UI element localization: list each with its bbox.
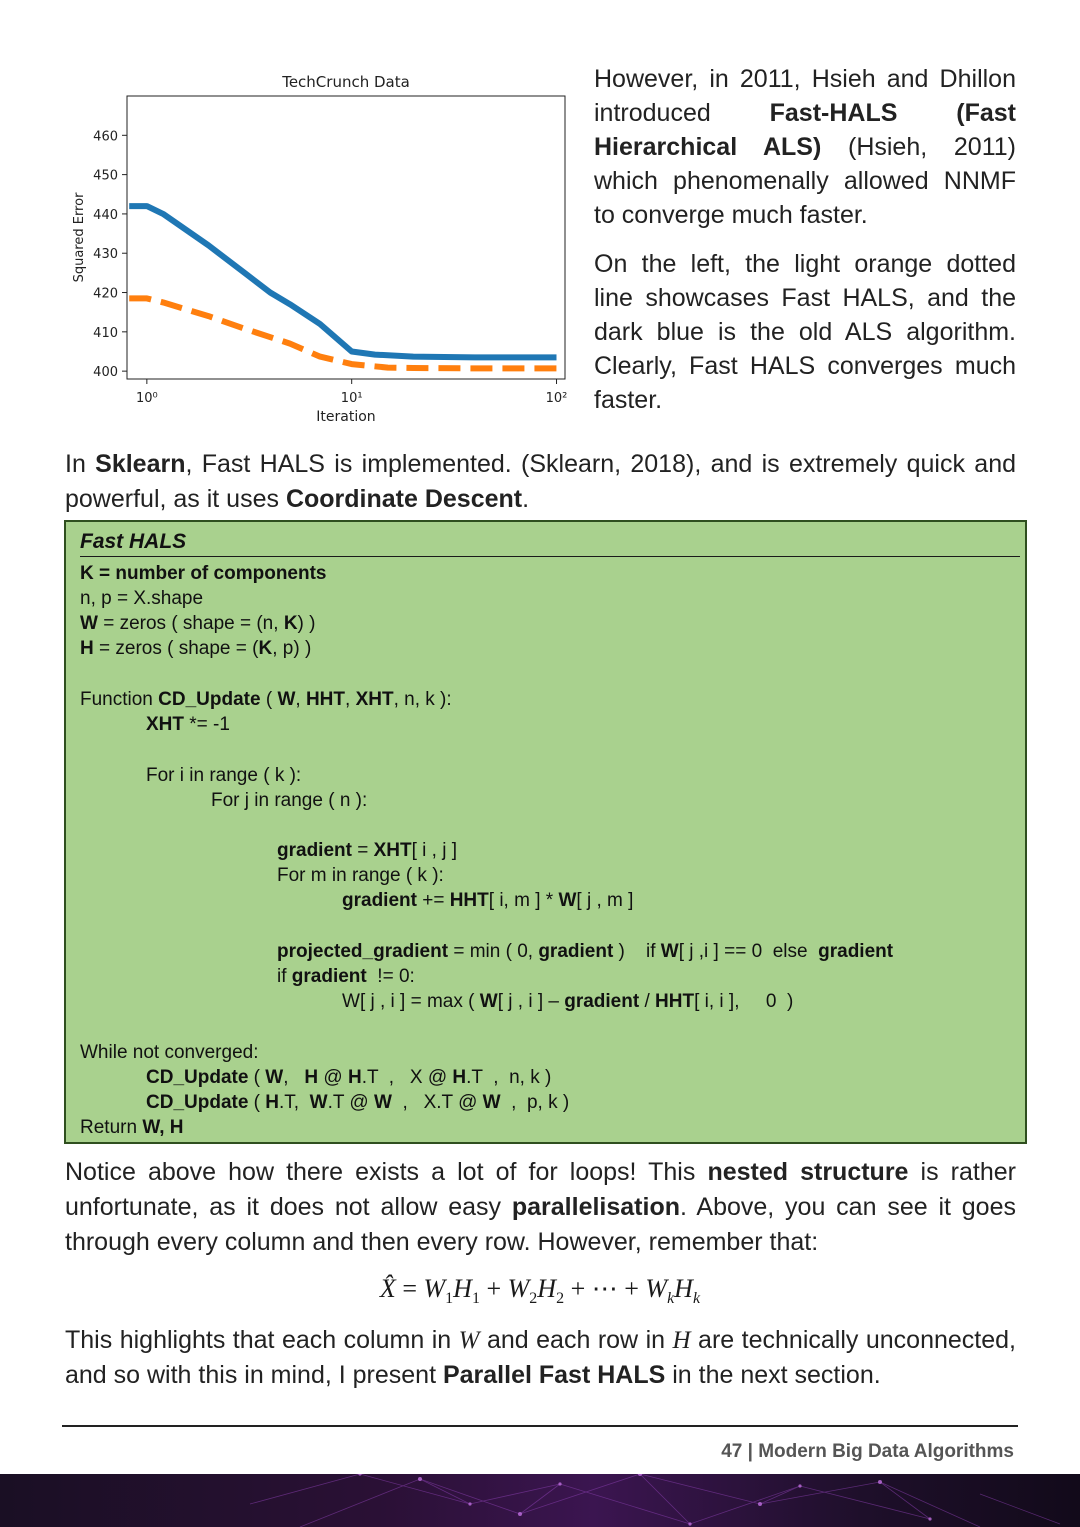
closing-b: and each row in <box>479 1326 673 1354</box>
formula-skb: k <box>692 1290 701 1308</box>
closing-parallel-fast-hals: Parallel Fast HALS <box>442 1361 666 1389</box>
code-l18a: Return <box>80 1117 143 1138</box>
code-line-4 <box>80 637 311 661</box>
code-line-6 <box>146 713 230 737</box>
code-l11c: HHT <box>449 890 489 911</box>
code-l3a: W <box>80 613 98 634</box>
code-l16a: CD_Update <box>146 1067 249 1088</box>
formula-hk: H <box>674 1274 693 1303</box>
formula-s1: 1 <box>445 1290 454 1308</box>
code-line-3 <box>80 612 315 636</box>
code-l5c: ( <box>260 689 278 710</box>
code-l17c: H <box>265 1092 280 1113</box>
x-axis-label: Iteration <box>316 409 376 425</box>
code-l11e: W <box>558 890 577 911</box>
notice-c: is rather unfortunate, as it does not allow easy <box>65 1158 1016 1221</box>
code-line-13 <box>277 965 415 989</box>
network-pattern-icon <box>0 1474 1080 1527</box>
code-line-17 <box>146 1091 569 1115</box>
formula-plus1: + <box>479 1274 508 1303</box>
algorithm-title: Fast HALS <box>80 530 1020 557</box>
code-line-14 <box>342 990 793 1014</box>
code-l17a: CD_Update <box>146 1092 249 1113</box>
code-l11d: [ i, m ] * <box>488 890 559 911</box>
notice-parallelisation: parallelisation <box>511 1193 680 1221</box>
closing-paragraph <box>65 1323 1016 1393</box>
code-l17g: W <box>373 1092 392 1113</box>
y-tick-label: 440 <box>93 207 118 223</box>
code-l16j: .T , n, k ) <box>466 1067 552 1088</box>
code-l3d: ) ) <box>297 613 316 634</box>
side-text-bold: Fast-HALS (Fast Hierarchical ALS) <box>594 99 1016 161</box>
formula-lhs: X̂ <box>379 1274 396 1303</box>
formula-sk: k <box>667 1290 675 1308</box>
code-line-9 <box>277 839 457 863</box>
x-tick-label: 10⁰ <box>135 391 158 406</box>
y-tick-label: 410 <box>93 325 118 341</box>
convergence-chart <box>62 62 572 434</box>
closing-w: W <box>458 1327 480 1354</box>
code-l4b: = zeros ( shape = ( <box>93 638 259 659</box>
code-line-7: For i in range ( k ): <box>146 765 302 786</box>
code-l5i: , n, k ): <box>393 689 452 710</box>
code-l9b: = <box>351 840 374 861</box>
code-l17e: W <box>309 1092 328 1113</box>
code-l14a: W <box>342 991 360 1012</box>
code-line-8: For j in range ( n ): <box>211 790 368 811</box>
code-line-10: For m in range ( k ): <box>277 865 444 886</box>
notice-a: Notice above how there exists a lot of for loops! This <box>65 1158 708 1186</box>
formula-s2: 2 <box>529 1290 538 1308</box>
intro-c: , Fast HALS is implemented. (Sklearn, 2018), and is extremely quick and powerful, as it uses <box>65 450 1016 513</box>
formula-plus2: + ⋯ + <box>564 1274 646 1303</box>
code-l17f: .T @ <box>327 1092 374 1113</box>
code-l3b: = zeros ( shape = (n, <box>97 613 284 634</box>
code-l11b: += <box>416 890 450 911</box>
code-l5g: , <box>345 689 356 710</box>
y-tick-label: 450 <box>93 168 118 184</box>
footer-page-label: 47 | Modern Big Data Algorithms <box>721 1441 1014 1462</box>
code-l13c: != 0: <box>366 966 415 987</box>
x-tick-label: 10² <box>545 391 568 406</box>
notice-nested-structure: nested structure <box>707 1158 909 1186</box>
y-tick-label: 460 <box>93 129 118 145</box>
code-l5b: CD_Update <box>158 689 261 710</box>
code-l12b: = min ( 0, <box>448 941 539 962</box>
side-text-a: However, in 2011, Hsieh and Dhillon introduced <box>594 65 1016 127</box>
closing-c: are technically unconnected, and so with this in mind, I present <box>65 1326 1016 1389</box>
code-l14e: gradient <box>564 991 640 1012</box>
code-l16b: ( <box>248 1067 266 1088</box>
side-paragraph-1 <box>594 62 1016 232</box>
y-tick-label: 430 <box>93 247 118 263</box>
code-l6b: *= -1 <box>184 714 230 735</box>
intro-paragraph <box>65 447 1016 517</box>
code-l5f: HHT <box>305 689 346 710</box>
code-l18b: W, H <box>142 1117 184 1138</box>
code-l5a: Function <box>80 689 159 710</box>
code-line-15: While not converged: <box>80 1042 259 1063</box>
code-l17b: ( <box>248 1092 266 1113</box>
intro-sklearn: Sklearn <box>95 450 186 478</box>
code-l6a: XHT <box>146 714 184 735</box>
code-l4c: K <box>258 638 273 659</box>
formula-h2: H <box>537 1274 557 1303</box>
code-l14h: [ i, i ], 0 ) <box>694 991 794 1012</box>
chart-svg <box>62 62 572 434</box>
intro-e: . <box>522 485 530 513</box>
code-l4d: , p) ) <box>272 638 312 659</box>
notice-paragraph <box>65 1155 1016 1260</box>
code-l11f: [ j , m ] <box>576 890 634 911</box>
code-l12d: ) if <box>613 941 661 962</box>
code-l17i: W <box>482 1092 501 1113</box>
code-l17d: .T, <box>279 1092 310 1113</box>
code-l11a: gradient <box>342 890 417 911</box>
code-l12c: gradient <box>538 941 614 962</box>
formula-w2: W <box>507 1274 530 1303</box>
code-line-12 <box>277 940 893 964</box>
formula-w1: W <box>423 1274 446 1303</box>
code-l16i: H <box>452 1067 467 1088</box>
code-line-2: n, p = X.shape <box>80 588 204 609</box>
y-axis-label: Squared Error <box>72 192 87 283</box>
notice-e: . Above, you can see it goes through every column and then every row. However, remember that: <box>65 1193 1016 1256</box>
code-l16g: H <box>347 1067 362 1088</box>
closing-a: This highlights that each column in <box>65 1326 459 1354</box>
code-line-11 <box>342 889 633 913</box>
code-line-5 <box>80 688 452 712</box>
code-l14g: HHT <box>655 991 695 1012</box>
code-l9d: [ i , j ] <box>411 840 458 861</box>
formula-eq: = <box>395 1274 424 1303</box>
code-l1: K = number of components <box>80 563 327 584</box>
closing-h: H <box>672 1327 691 1354</box>
code-l5h: XHT <box>355 689 394 710</box>
formula-s2b: 2 <box>556 1290 565 1308</box>
code-l14b: [ j , i ] = max ( <box>359 991 480 1012</box>
code-l4a: H <box>80 638 94 659</box>
x-tick-label: 10¹ <box>340 391 363 406</box>
code-l16c: W <box>265 1067 284 1088</box>
side-paragraph-2: On the left, the light orange dotted line showcases Fast HALS, and the dark blue is the old ALS algorithm. Clearly, Fast HALS converges much faster. <box>594 250 1016 414</box>
code-l14d: [ j , i ] – <box>497 991 565 1012</box>
code-line-1 <box>80 562 327 586</box>
y-tick-label: 420 <box>93 286 118 302</box>
code-l16d: , <box>283 1067 305 1088</box>
side-text-c: (Hsieh, 2011) which phenomenally allowed NNMF to converge much faster. <box>594 133 1016 229</box>
intro-a: In <box>65 450 96 478</box>
algorithm-box <box>64 520 1027 1144</box>
formula-s1b: 1 <box>471 1290 480 1308</box>
code-l14c: W <box>479 991 498 1012</box>
code-l14f: / <box>639 991 656 1012</box>
code-line-18 <box>80 1116 183 1140</box>
code-line-16 <box>146 1066 551 1090</box>
decorative-network-band <box>0 1474 1080 1527</box>
code-l12e: W <box>660 941 679 962</box>
side-text <box>594 62 1016 432</box>
code-l16h: .T , X @ <box>361 1067 453 1088</box>
footer-rule <box>62 1425 1018 1427</box>
code-l16e: H <box>304 1067 319 1088</box>
code-l9c: XHT <box>373 840 412 861</box>
code-l12g: gradient <box>818 941 894 962</box>
code-l17h: , X.T @ <box>391 1092 483 1113</box>
y-tick-label: 400 <box>93 365 118 381</box>
code-l13a: if <box>277 966 292 987</box>
code-l3c: K <box>283 613 298 634</box>
code-l5e: , <box>295 689 306 710</box>
code-l13b: gradient <box>291 966 367 987</box>
chart-title: TechCrunch Data <box>282 73 410 91</box>
formula-wk: W <box>645 1274 668 1303</box>
code-l12a: projected_gradient <box>277 941 449 962</box>
intro-coordinate-descent: Coordinate Descent <box>285 485 523 513</box>
formula-h1: H <box>453 1274 472 1303</box>
code-l17j: , p, k ) <box>500 1092 570 1113</box>
formula <box>0 1274 1080 1308</box>
code-l16f: @ <box>318 1067 348 1088</box>
code-l12f: [ j ,i ] == 0 else <box>678 941 819 962</box>
closing-e: in the next section. <box>665 1361 881 1389</box>
code-l9a: gradient <box>277 840 352 861</box>
code-l5d: W <box>277 689 296 710</box>
